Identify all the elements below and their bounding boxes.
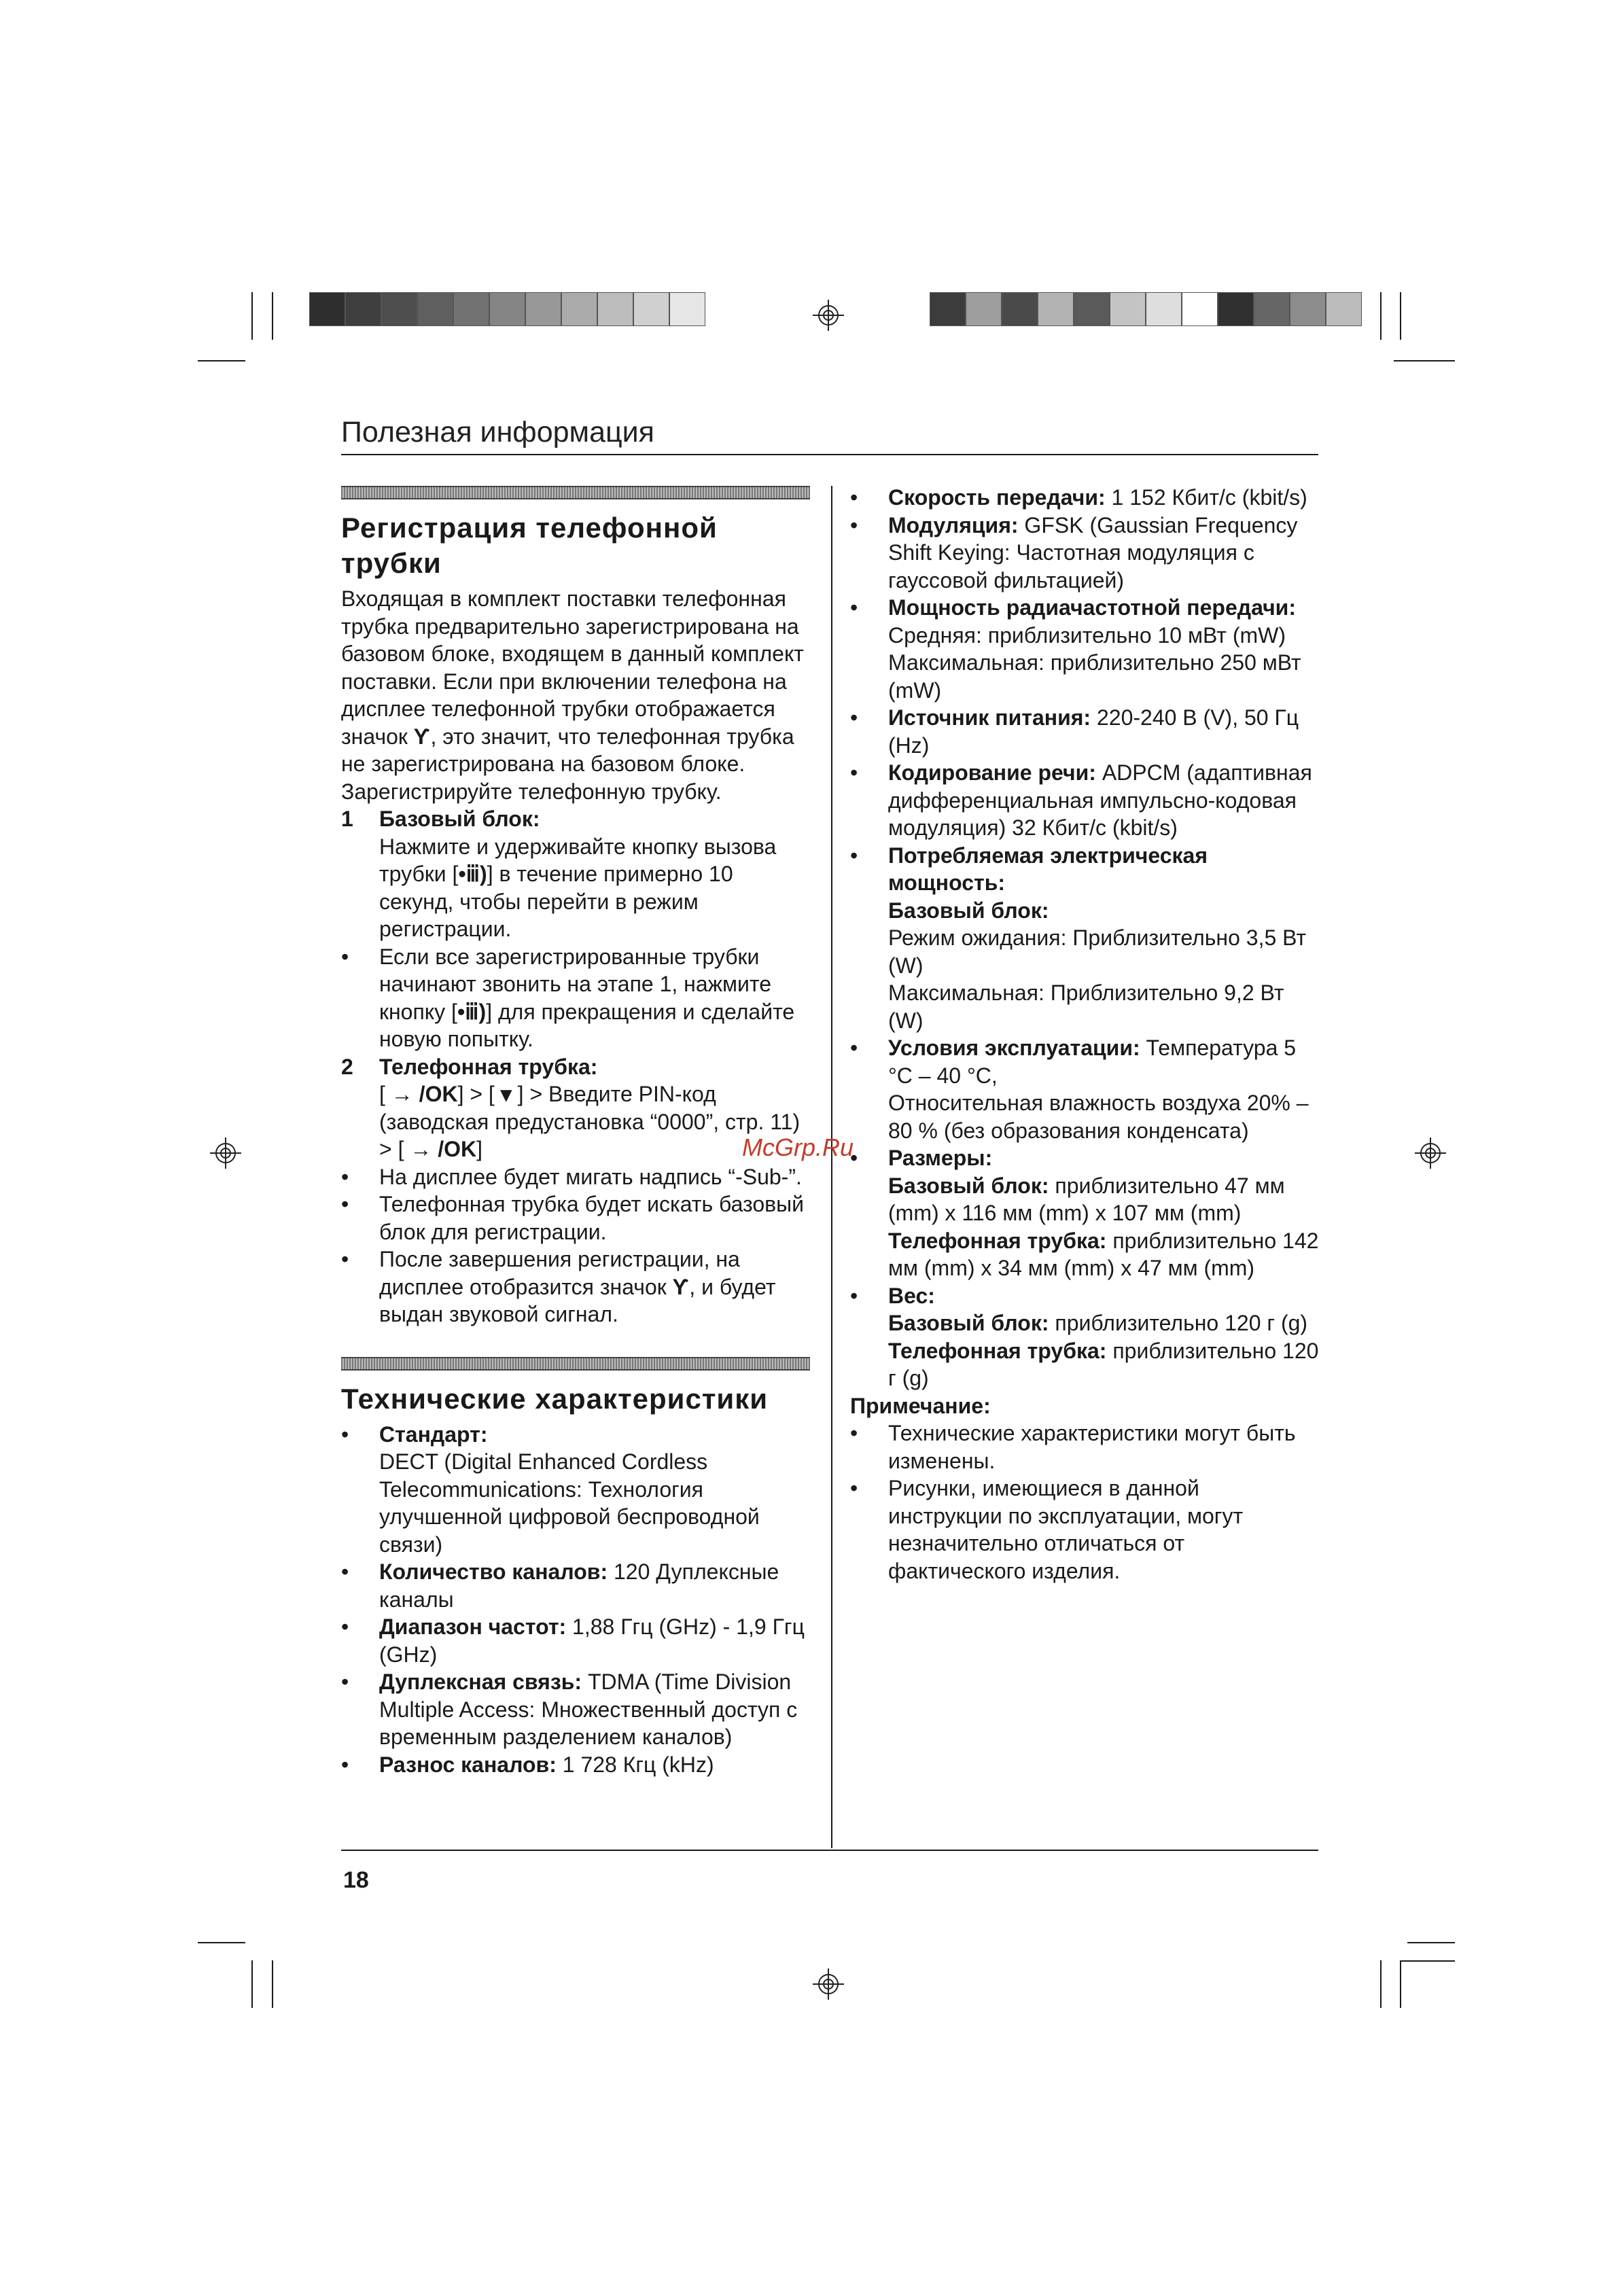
color-swatch (1254, 292, 1290, 326)
watermark: McGrp.Ru (742, 1133, 854, 1161)
right-column (850, 484, 1319, 1585)
left-column (341, 486, 810, 1778)
list-item: • На дисплее будет мигать надпись “-Sub-”. (341, 1164, 802, 1189)
step-2: 2 Телефонная трубка: [ → /OK] > [ ▾ ] > Введите PIN-код (заводская предустановка “0000”, стр. 11) > [ → /OK] (341, 1053, 810, 1163)
list-item: • Рисунки, имеющиеся в данной инструкции по эксплуатации, могут незначительно отличаться от фактического изделия. (850, 1476, 1244, 1583)
spec-rate: • Скорость передачи: 1 152 Кбит/с (kbit/s) (850, 485, 1307, 510)
registration-mark-icon (1415, 1137, 1446, 1169)
spec-rf-power: • Мощность радиачастотной передачи: Средняя: приблизительно 10 мВт (mW) Максимальная: приблизительно 250 мВт (mW) (850, 595, 1301, 703)
down-arrow-icon: ▾ (500, 1082, 512, 1106)
registration-mark-icon (813, 1968, 844, 2000)
header-rule (341, 454, 1318, 455)
color-swatch (1290, 292, 1326, 326)
spec-duplex: • Дуплексная связь: TDMA (Time Division Multiple Access: Множественный доступ с временным разделением каналов) (341, 1670, 798, 1749)
color-swatch (669, 292, 705, 326)
spec-modulation: • Модуляция: GFSK (Gaussian Frequency Shift Keying: Частотная модуляция с гауссовой фильтацией) (850, 512, 1298, 593)
color-swatch (597, 292, 633, 326)
color-swatch (417, 292, 453, 326)
spec-dimensions: • Размеры: Базовый блок: приблизительно 47 мм (mm) x 116 мм (mm) x 107 мм (mm) Телефонная трубка: приблизительно 142 мм (mm) x 34 мм (mm) x 47 мм (mm) (850, 1146, 1319, 1280)
color-swatch (1218, 292, 1254, 326)
color-swatch (561, 292, 597, 326)
menu-arrow-icon: → (410, 1137, 432, 1161)
list-item: • Телефонная трубка будет искать базовый блок для регистрации. (341, 1192, 805, 1244)
color-swatch (1182, 292, 1218, 326)
footer-rule (341, 1850, 1318, 1851)
section-bar (341, 1357, 810, 1371)
menu-arrow-icon: → (391, 1082, 413, 1106)
color-swatch (1038, 292, 1074, 326)
registration-mark-icon (813, 300, 844, 331)
color-swatch (489, 292, 525, 326)
color-swatch (1146, 292, 1182, 326)
column-divider (831, 486, 832, 1848)
color-swatch (1110, 292, 1146, 326)
color-swatch (381, 292, 417, 326)
registration-intro: Входящая в комплект поставки телефонная трубка предварительно зарегистрирована на базовом блоке, входящем в данный комплект поставки. Если при включении телефона на дисплее телефонной трубки отображается значок Ƴ, это значит, что телефонная трубка не зарегистрирована на базовом блоке. Зарегистрируйте телефонную трубку. (341, 586, 804, 804)
intercom-icon: •ⅲ) (458, 862, 487, 886)
page-number: 18 (343, 1867, 369, 1893)
list-item: • Если все зарегистрированные трубки начинают звонить на этапе 1, нажмите кнопку [•ⅲ)] для прекращения и сделайте новую попытку. (341, 944, 795, 1051)
antenna-icon: Ƴ (413, 724, 431, 749)
color-swatch (1326, 292, 1362, 326)
spec-consumption: • Потребляемая электрическая мощность: Базовый блок: Режим ожидания: Приблизительно 3,5 Вт (W) Максимальная: Приблизительно 9,2 Вт (W) (850, 843, 1307, 1033)
note-heading: Примечание: (850, 1393, 991, 1418)
color-swatch (525, 292, 561, 326)
spec-codec: • Кодирование речи: ADPCM (адаптивная дифференциальная импульсно-кодовая модуляция) 32 Кбит/с (kbit/s) (850, 760, 1312, 840)
color-swatch (309, 292, 345, 326)
color-bar-right (930, 292, 1362, 326)
intercom-icon: •ⅲ) (457, 999, 487, 1024)
color-swatch (453, 292, 489, 326)
color-swatch (633, 292, 669, 326)
section-bar (341, 486, 810, 499)
color-swatch (966, 292, 1002, 326)
color-swatch (345, 292, 381, 326)
specs-heading: Технические характеристики (341, 1382, 769, 1415)
spec-channels: • Количество каналов: 120 Дуплексные каналы (341, 1559, 779, 1612)
registration-mark-icon (210, 1137, 241, 1169)
page-title: Полезная информация (341, 416, 654, 448)
step-1: 1 Базовый блок: Нажмите и удерживайте кнопку вызова трубки [•ⅲ)] в течение примерно 10 секунд, чтобы перейти в режим регистрации. (341, 807, 777, 941)
color-bar-left (309, 292, 705, 326)
color-swatch (1074, 292, 1110, 326)
spec-spacing: • Разнос каналов: 1 728 Кгц (kHz) (341, 1752, 714, 1777)
list-item: • После завершения регистрации, на дисплее отобразится значок Ƴ, и будет выдан звуковой сигнал. (341, 1247, 776, 1326)
spec-standard: • Стандарт: DECT (Digital Enhanced Cordless Telecommunications: Технология улучшенной цифровой беспроводной связи) (341, 1421, 760, 1557)
spec-power-source: • Источник питания: 220-240 В (V), 50 Гц (Hz) (850, 705, 1299, 758)
color-swatch (1002, 292, 1038, 326)
spec-conditions: • Условия эксплуатации: Температура 5 °C – 40 °C, Относительная влажность воздуха 20% – 80 % (без образования конденсата) (850, 1036, 1309, 1143)
spec-frequency: • Диапазон частот: 1,88 Ггц (GHz) - 1,9 Ггц (GHz) (341, 1614, 805, 1667)
color-swatch (930, 292, 966, 326)
antenna-icon: Ƴ (672, 1274, 690, 1299)
registration-heading: Регистрация телефонной трубки (341, 512, 718, 579)
spec-weight: • Вес: Базовый блок: приблизительно 120 г (g) Телефонная трубка: приблизительно 120 г (g) (850, 1283, 1319, 1390)
list-item: • Технические характеристики могут быть изменены. (850, 1421, 1296, 1473)
